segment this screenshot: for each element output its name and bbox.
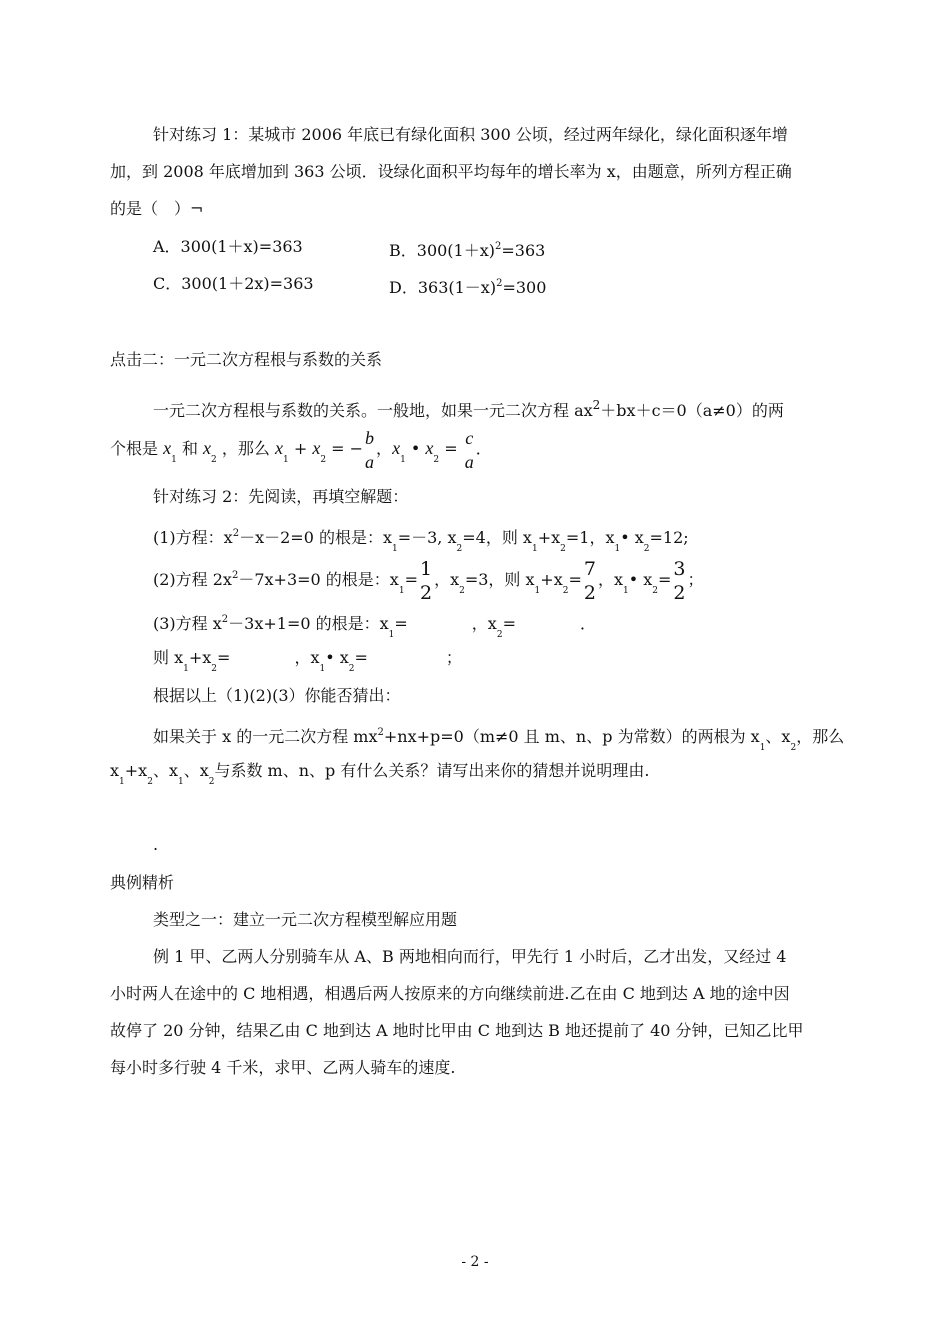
practice1-line1: 针对练习 1：某城市 2006 年底已有绿化面积 300 公顷，经过两年绿化，绿化面积逐年增 <box>153 125 788 144</box>
stray-dot: . <box>153 835 159 854</box>
practice2-general: 如果关于 x 的一元二次方程 $mx^2+nx+p=0(m\ne 0$ 且 m、n、p 为常数）的两根为 $x_1$、$x_2$，那么 <box>153 727 845 753</box>
example1-line4: 每小时多行驶 4 千米，求甲、乙两人骑车的速度. <box>110 1058 456 1077</box>
practice2-title: 针对练习 2：先阅读，再填空解题： <box>153 487 409 506</box>
practice2-relation: $x_1+x_2$、$x_1$、$x_2$与系数 m、n、p 有什么关系？请写出来你的猜想并说明理由. <box>110 761 650 787</box>
practice1-line3: 的是（ ）¬ <box>110 199 204 218</box>
practice2-q3-sum-product: 则 $x_1+x_2=$ ，$x_1•$ $x_2=$ ； <box>153 648 462 674</box>
section-heading-point2: 点击二：一元二次方程根与系数的关系 <box>110 350 383 369</box>
practice2-q3: (3)方程 $x^2-3x+1=0$ 的根是：$x_1=$ ，$x_2=$ ． <box>153 614 596 640</box>
example1-line2: 小时两人在途中的 C 地相遇，相遇后两人按原来的方向继续前进.乙在由 C 地到达 A 地的途中因 <box>110 984 790 1003</box>
section-heading-examples: 典例精析 <box>110 873 175 892</box>
option-d: D．$363(1-x)^2=300$ <box>389 278 547 297</box>
example1-line3: 故停了 20 分钟，结果乙由 C 地到达 A 地时比甲由 C 地到达 B 地还提前了 40 分钟，已知乙比甲 <box>110 1021 804 1040</box>
option-a: A．300(1＋x)=363 <box>153 237 303 256</box>
practice2-q1: (1)方程：$x^2-x-2=0$ 的根是：$x_1=-3$, $x_2=4$，则 $x_1+x_2=1$，$x_1•$ $x_2=12$; <box>153 528 689 554</box>
option-b: B．$300(1+x)^2=363$ <box>389 241 546 260</box>
page-number: - 2 - <box>461 1254 489 1270</box>
practice2-guess: 根据以上（1)(2)(3）你能否猜出： <box>153 686 401 705</box>
option-c: C．300(1＋2x)=363 <box>153 274 314 293</box>
practice1-line2: 加，到 2008 年底增加到 363 公顷．设绿化面积平均每年的增长率为 x，由题意，所列方程正确 <box>110 162 792 181</box>
practice2-q2: (2)方程 $2x^2-7x+3=0$ 的根是：$x_1=$ 1 2 ，$x_2=3$，则 $x_1+x_2=$ 7 2 ，$x_1•$ $x_2=$ 3 2 ； <box>153 557 704 604</box>
vieta-formula: 个根是 $x_1$ 和 $x_2$ ，那么 $x_1 + x_2$ = − b a ，$x_1$ • $x_2$ = c a ． <box>110 427 492 472</box>
example1-line1: 例 1 甲、乙两人分别骑车从 A、B 两地相向而行，甲先行 1 小时后，乙才出发，又经过 4 <box>153 947 787 966</box>
example-type1: 类型之一：建立一元二次方程模型解应用题 <box>153 910 458 929</box>
point2-intro: 一元二次方程根与系数的关系。一般地，如果一元二次方程 $ax^2+bx+c=0(a\ne 0)$的两 <box>153 398 784 420</box>
